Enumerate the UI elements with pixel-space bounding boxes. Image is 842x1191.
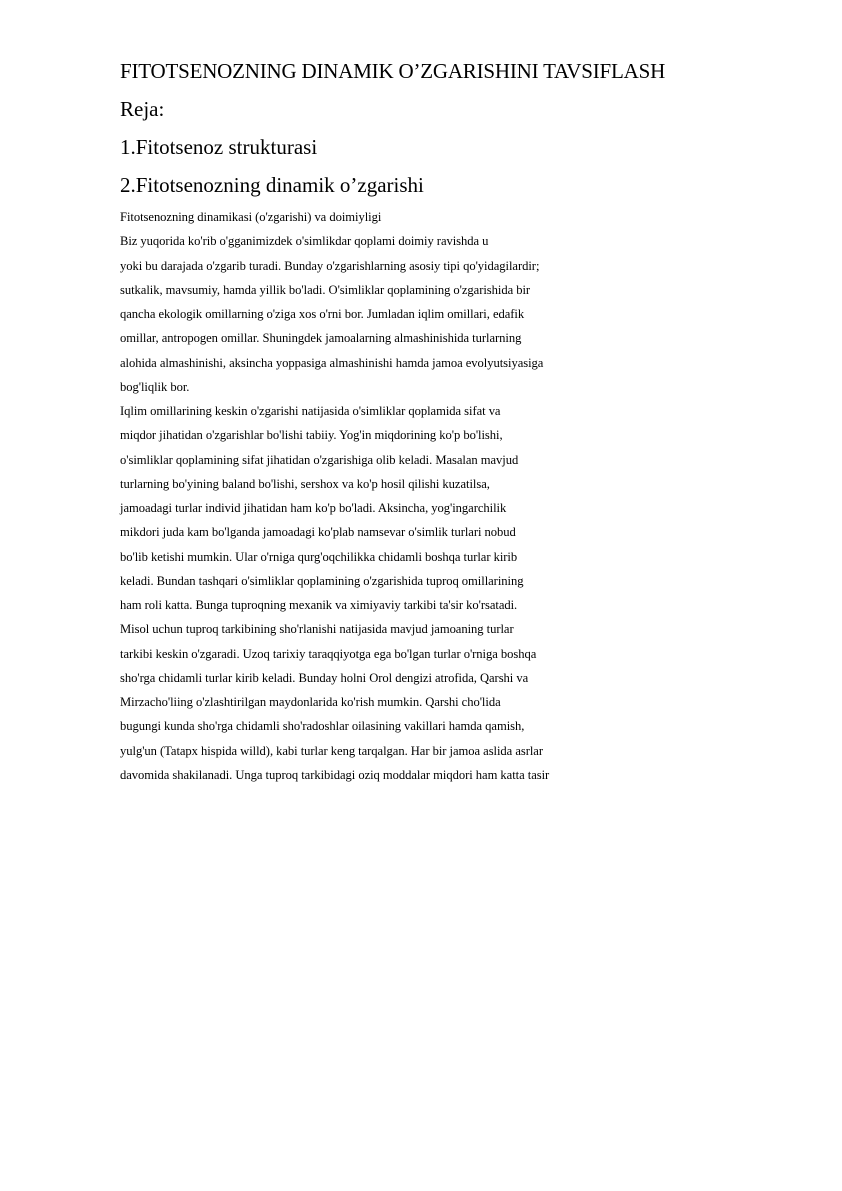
text-line: bog'liqlik bor. [120, 379, 190, 394]
text-line: qancha ekologik omillarning o'ziga xos o'rni bor. Jumladan iqlim omillari, edafik [120, 307, 525, 321]
text-line: jamoadagi turlar individ jihatidan ham ko'p bo'ladi. Aksincha, yog'ingarchilik [120, 501, 507, 515]
text-line: davomida shakilanadi. Unga tuproq tarkibidagi oziq moddalar miqdori ham katta tasir [120, 767, 550, 782]
plan-item-2: 2.Fitotsenozning dinamik o’zgarishi [120, 173, 424, 197]
text-line: o'simliklar qoplamining sifat jihatidan o'zgarishiga olib keladi. Masalan mavjud [120, 452, 519, 467]
text-line: ham roli katta. Bunga tuproqning mexanik va ximiyaviy tarkibi ta'sir ko'rsatadi. [120, 598, 518, 612]
plan-item-1: 1.Fitotsenoz strukturasi [120, 135, 318, 159]
text-line: omillar, antropogen omillar. Shuningdek jamoalarning almashinishida turlarning [120, 331, 522, 346]
text-line: mikdori juda kam bo'lganda jamoadagi ko'plab namsevar o'simlik turlari nobud [120, 525, 516, 540]
text-line: sutkalik, mavsumiy, hamda yillik bo'ladi. O'simliklar qoplamining o'zgarishida bir [120, 282, 531, 297]
text-line: tarkibi keskin o'zgaradi. Uzoq tarixiy taraqqiyotga ega bo'lgan turlar o'rniga boshqa [120, 646, 537, 661]
text-line: bugungi kunda sho'rga chidamli sho'radoshlar oilasining vakillari hamda qamish, [120, 719, 525, 734]
text-line: yoki bu darajada o'zgarib turadi. Bunday o'zgarishlarning asosiy tipi qo'yidagilardir; [120, 258, 540, 273]
body-text [120, 205, 720, 787]
text-line: Iqlim omillarining keskin o'zgarishi natijasida o'simliklar qoplamida sifat va [120, 404, 501, 418]
text-line: yulg'un (Tatapx hispida willd), kabi turlar keng tarqalgan. Har bir jamoa aslida asrlar [120, 743, 543, 758]
text-line: Mirzacho'liing o'zlashtirilgan maydonlarida ko'rish mumkin. Qarshi cho'lida [120, 695, 501, 709]
text-line: Fitotsenozning dinamikasi (o'zgarishi) va doimiyligi [120, 210, 382, 224]
text-line: alohida almashinishi, aksincha yoppasiga almashinishi hamda jamoa evolyutsiyasiga [120, 355, 544, 370]
document-title: FITOTSENOZNING DINAMIK O’ZGARISHINI TAVSIFLASH [120, 59, 666, 83]
text-line: keladi. Bundan tashqari o'simliklar qoplamining o'zgarishida tuproq omillarining [120, 573, 524, 588]
text-line: turlarning bo'yining baland bo'lishi, sershox va ko'p hosil qilishi kuzatilsa, [120, 476, 490, 491]
text-line: Biz yuqorida ko'rib o'gganimizdek o'simlikdar qoplami doimiy ravishda u [120, 234, 489, 249]
plan-label: Reja: [120, 97, 165, 121]
text-line: sho'rga chidamli turlar kirib keladi. Bunday holni Orol dengizi atrofida, Qarshi va [120, 670, 529, 685]
text-line: miqdor jihatidan o'zgarishlar bo'lishi tabiiy. Yog'in miqdorining ko'p bo'lishi, [120, 428, 503, 443]
text-line: Misol uchun tuproq tarkibining sho'rlanishi natijasida mavjud jamoaning turlar [120, 622, 514, 637]
text-line: bo'lib ketishi mumkin. Ular o'rniga qurg'oqchilikka chidamli boshqa turlar kirib [120, 549, 518, 564]
